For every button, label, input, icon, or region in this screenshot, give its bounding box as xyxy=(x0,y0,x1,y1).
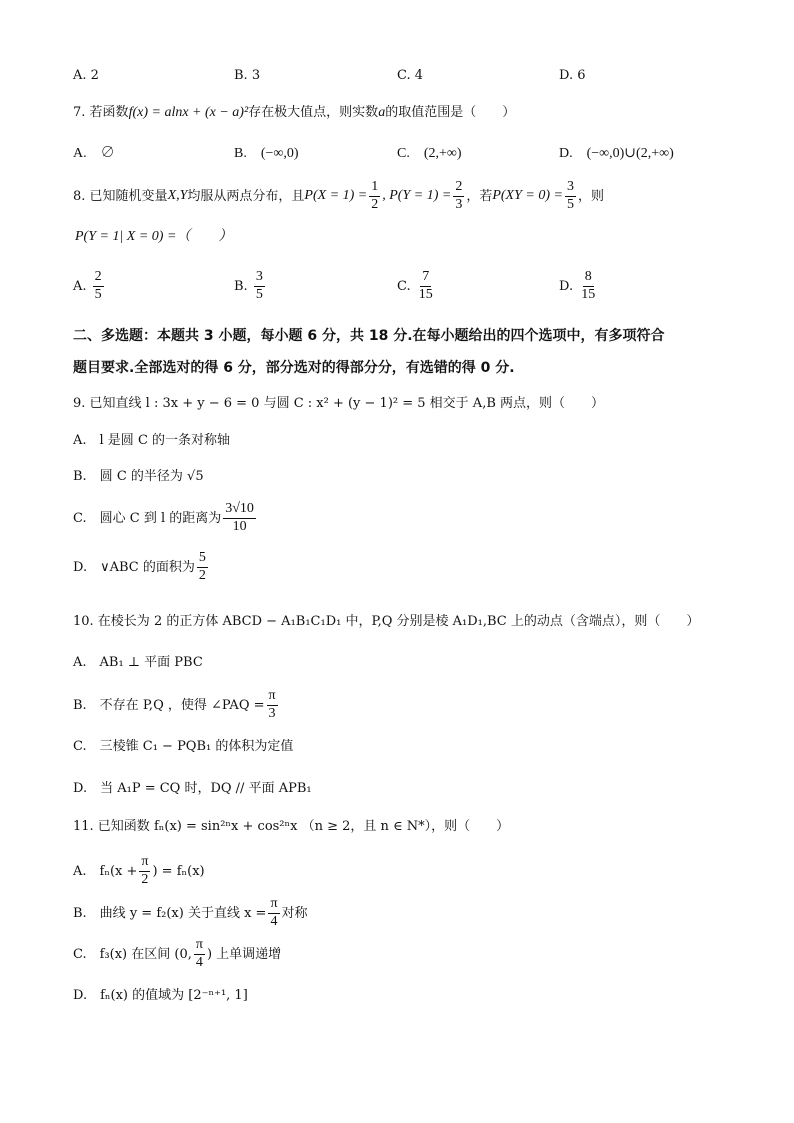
q8-option-d-frac xyxy=(579,270,597,302)
q8-number: 8. xyxy=(73,188,86,204)
q9-option-c-num: 3√10 xyxy=(223,502,256,519)
q9-stem: 9. 已知直线 l : 3x + y − 6 = 0 与圆 C : x² + (y − 1)² = 5 相交于 A,B 两点，则（ ） xyxy=(73,396,605,411)
q8-px: P(X = 1) = xyxy=(304,188,368,204)
q11-option-c xyxy=(73,938,281,970)
q7-text-2: 存在极大值点，则实数 xyxy=(248,105,379,120)
q8-option-d-den: 15 xyxy=(581,286,596,302)
q9-option-c xyxy=(73,502,258,534)
q11-option-b-num: π xyxy=(268,897,279,914)
q8-option-c-label: C. xyxy=(397,278,411,294)
q8-text-1: 已知随机变量 xyxy=(89,188,168,204)
q8-option-d xyxy=(559,270,599,302)
q9-option-b: B. 圆 C 的半径为 √5 xyxy=(73,469,204,484)
q10-option-b-den: 3 xyxy=(268,705,276,721)
q9-option-d-text: D. ∨ABC 的面积为 xyxy=(73,559,195,575)
section-2-heading-line-1: 二、多选题：本题共 3 小题，每小题 6 分，共 18 分.在每小题给出的四个选项中，有多项符合 xyxy=(73,328,665,344)
q7-option-d: D. (−∞,0)∪(2,+∞) xyxy=(559,146,674,161)
q9-option-c-den: 10 xyxy=(232,518,247,534)
q8-option-c-num: 7 xyxy=(420,270,431,287)
q10-option-a: A. AB₁ ⊥ 平面 PBC xyxy=(73,655,203,670)
q8-frac-2-num: 2 xyxy=(453,180,464,197)
q8-option-b-frac xyxy=(254,270,265,302)
q11-option-c-post: ) 上单调递增 xyxy=(206,946,282,962)
q7-option-a: A. ∅ xyxy=(73,146,115,161)
q8-frac-2 xyxy=(453,180,464,212)
q9-option-a: A. l 是圆 C 的一条对称轴 xyxy=(73,433,231,448)
q9-option-c-text: C. 圆心 C 到 l 的距离为 xyxy=(73,510,222,526)
q10-option-b xyxy=(73,689,280,721)
q10-option-b-num: π xyxy=(267,689,278,706)
q8-options xyxy=(0,270,794,310)
q8-option-d-num: 8 xyxy=(583,270,594,287)
q7-text-1: 若函数 xyxy=(89,105,129,120)
q11-option-b-den: 4 xyxy=(270,913,278,929)
q8-text-2: 均服从两点分布，且 xyxy=(187,188,305,204)
q9-option-d xyxy=(73,551,210,583)
q7-function: f(x) = alnx + (x − a)² xyxy=(128,105,249,120)
q8-option-a-den: 5 xyxy=(94,286,102,302)
q10-option-b-text: B. 不存在 P,Q ，使得 ∠PAQ = xyxy=(73,697,265,713)
q10-option-d: D. 当 A₁P = CQ 时，DQ // 平面 APB₁ xyxy=(73,781,312,796)
q6-option-c: C. 4 xyxy=(397,68,424,83)
q7-options xyxy=(0,147,794,165)
q8-option-d-label: D. xyxy=(559,278,574,294)
q8-option-b-den: 5 xyxy=(255,286,263,302)
q11-option-d: D. fₙ(x) 的值域为 [2⁻ⁿ⁺¹, 1] xyxy=(73,988,248,1003)
q8-option-b-label: B. xyxy=(234,278,248,294)
q11-option-b xyxy=(73,897,308,929)
q7-var: a xyxy=(378,105,386,120)
q9-option-d-num: 5 xyxy=(197,551,208,568)
q8-text-3: ，若 xyxy=(466,188,493,204)
q8-text-4: ，则 xyxy=(577,188,604,204)
q8-option-c-frac xyxy=(417,270,435,302)
q6-options xyxy=(0,69,794,85)
q8-line-2: P(Y = 1| X = 0) =（ ） xyxy=(75,229,233,244)
q10-option-c: C. 三棱锥 C₁ − PQB₁ 的体积为定值 xyxy=(73,739,294,754)
q11-option-a xyxy=(73,855,205,887)
q6-option-d: D. 6 xyxy=(559,68,586,83)
q9-option-c-frac xyxy=(223,502,256,534)
q8-frac-3-num: 3 xyxy=(565,180,576,197)
q8-frac-1-den: 2 xyxy=(371,196,379,212)
q9-option-d-frac xyxy=(197,551,208,583)
q7-option-b: B. (−∞,0) xyxy=(234,146,299,161)
q10-option-b-frac xyxy=(267,689,278,721)
q11-option-c-frac xyxy=(194,938,205,970)
q11-option-b-text: B. 曲线 y = f₂(x) 关于直线 x = xyxy=(73,905,267,921)
q11-option-c-num: π xyxy=(194,938,205,955)
q8-option-a-frac xyxy=(93,270,104,302)
q8-frac-1 xyxy=(369,180,380,212)
q6-option-b: B. 3 xyxy=(234,68,261,83)
q8-frac-3-den: 5 xyxy=(566,196,574,212)
q11-option-c-text: C. f₃(x) 在区间 (0, xyxy=(73,946,192,962)
q11-option-b-frac xyxy=(268,897,279,929)
q8-frac-1-num: 1 xyxy=(369,180,380,197)
q8-vars: X,Y xyxy=(167,188,188,204)
q10-stem: 10. 在棱长为 2 的正方体 ABCD − A₁B₁C₁D₁ 中，P,Q 分别是棱 A₁D₁,BC 上的动点（含端点），则（ ） xyxy=(73,614,700,629)
q8-option-a-num: 2 xyxy=(93,270,104,287)
q7-option-c: C. (2,+∞) xyxy=(397,146,462,161)
q8-stem xyxy=(73,180,604,212)
section-2-heading-line-2: 题目要求.全部选对的得 6 分，部分选对的得部分分，有选错的得 0 分. xyxy=(73,360,515,376)
q7-stem xyxy=(73,106,515,120)
q7-number: 7. xyxy=(73,105,86,120)
q9-option-d-den: 2 xyxy=(198,567,206,583)
q8-option-a xyxy=(73,270,106,302)
q8-option-c-den: 15 xyxy=(418,286,433,302)
q6-option-a: A. 2 xyxy=(73,68,99,83)
q8-option-b xyxy=(234,270,267,302)
q11-stem: 11. 已知函数 fₙ(x) = sin²ⁿx + cos²ⁿx （n ≥ 2，且 n ∈ N*），则（ ） xyxy=(73,819,510,834)
q11-option-a-text: A. fₙ(x + xyxy=(73,863,138,879)
q8-pxy: P(XY = 0) = xyxy=(492,188,563,204)
q8-option-a-label: A. xyxy=(73,278,87,294)
q11-option-a-frac xyxy=(139,855,150,887)
q8-frac-3 xyxy=(565,180,576,212)
q11-option-b-post: 对称 xyxy=(281,905,308,921)
q11-option-a-post: ) = fₙ(x) xyxy=(152,863,205,879)
q11-option-a-den: 2 xyxy=(141,871,149,887)
q8-option-c xyxy=(397,270,437,302)
q7-text-3: 的取值范围是（ ） xyxy=(385,105,516,120)
q8-option-b-num: 3 xyxy=(254,270,265,287)
q11-option-a-num: π xyxy=(139,855,150,872)
q11-option-c-den: 4 xyxy=(195,954,203,970)
q8-frac-2-den: 3 xyxy=(455,196,463,212)
q8-py: , P(Y = 1) = xyxy=(382,188,452,204)
